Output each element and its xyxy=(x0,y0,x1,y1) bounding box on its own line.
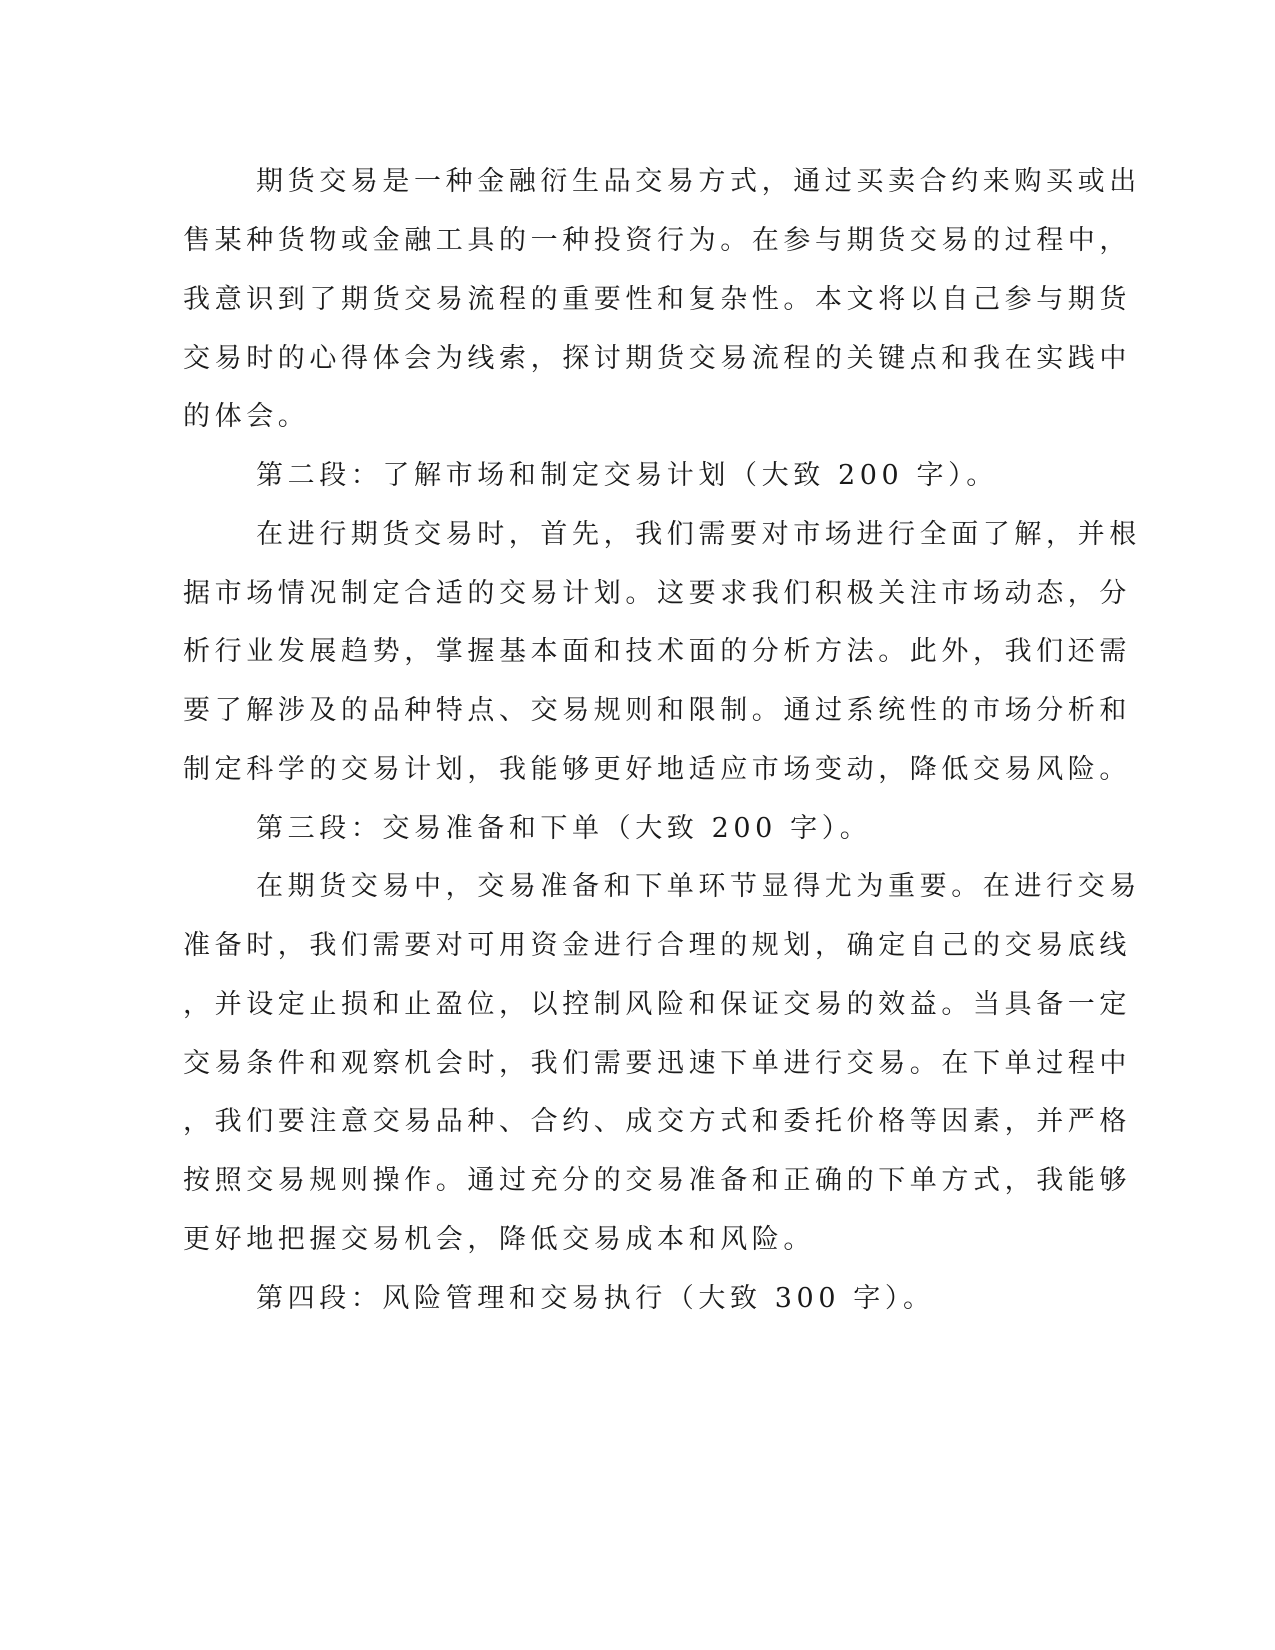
text-line: 交易时的心得体会为线索，探讨期货交易流程的关键点和我在实践中 xyxy=(183,343,1131,374)
text-line: 准备时，我们需要对可用资金进行合理的规划，确定自己的交易底线 xyxy=(183,930,1131,961)
section-heading: 第三段：交易准备和下单（大致 200 字）。 xyxy=(256,813,872,844)
text-line: 售某种货物或金融工具的一种投资行为。在参与期货交易的过程中， xyxy=(183,225,1131,256)
section-heading: 第二段：了解市场和制定交易计划（大致 200 字）。 xyxy=(256,460,998,491)
text-line: 制定科学的交易计划，我能够更好地适应市场变动，降低交易风险。 xyxy=(183,754,1131,785)
text-line: 更好地把握交易机会，降低交易成本和风险。 xyxy=(183,1224,815,1255)
text-line: 我意识到了期货交易流程的重要性和复杂性。本文将以自己参与期货 xyxy=(183,284,1131,315)
text-line: 在期货交易中，交易准备和下单环节显得尤为重要。在进行交易 xyxy=(256,871,1141,902)
text-line: 按照交易规则操作。通过充分的交易准备和正确的下单方式，我能够 xyxy=(183,1165,1131,1196)
section-heading: 第四段：风险管理和交易执行（大致 300 字）。 xyxy=(256,1283,935,1314)
text-line: 析行业发展趋势，掌握基本面和技术面的分析方法。此外，我们还需 xyxy=(183,636,1131,667)
text-line: 交易条件和观察机会时，我们需要迅速下单进行交易。在下单过程中 xyxy=(183,1048,1131,1079)
text-line: 要了解涉及的品种特点、交易规则和限制。通过系统性的市场分析和 xyxy=(183,695,1131,726)
text-line: ，并设定止损和止盈位，以控制风险和保证交易的效益。当具备一定 xyxy=(183,989,1131,1020)
text-line: ，我们要注意交易品种、合约、成交方式和委托价格等因素，并严格 xyxy=(183,1106,1131,1137)
text-line: 的体会。 xyxy=(183,401,310,432)
text-line: 期货交易是一种金融衍生品交易方式，通过买卖合约来购买或出 xyxy=(256,166,1141,197)
text-line: 据市场情况制定合适的交易计划。这要求我们积极关注市场动态，分 xyxy=(183,578,1131,609)
text-line: 在进行期货交易时，首先，我们需要对市场进行全面了解，并根 xyxy=(256,519,1141,550)
